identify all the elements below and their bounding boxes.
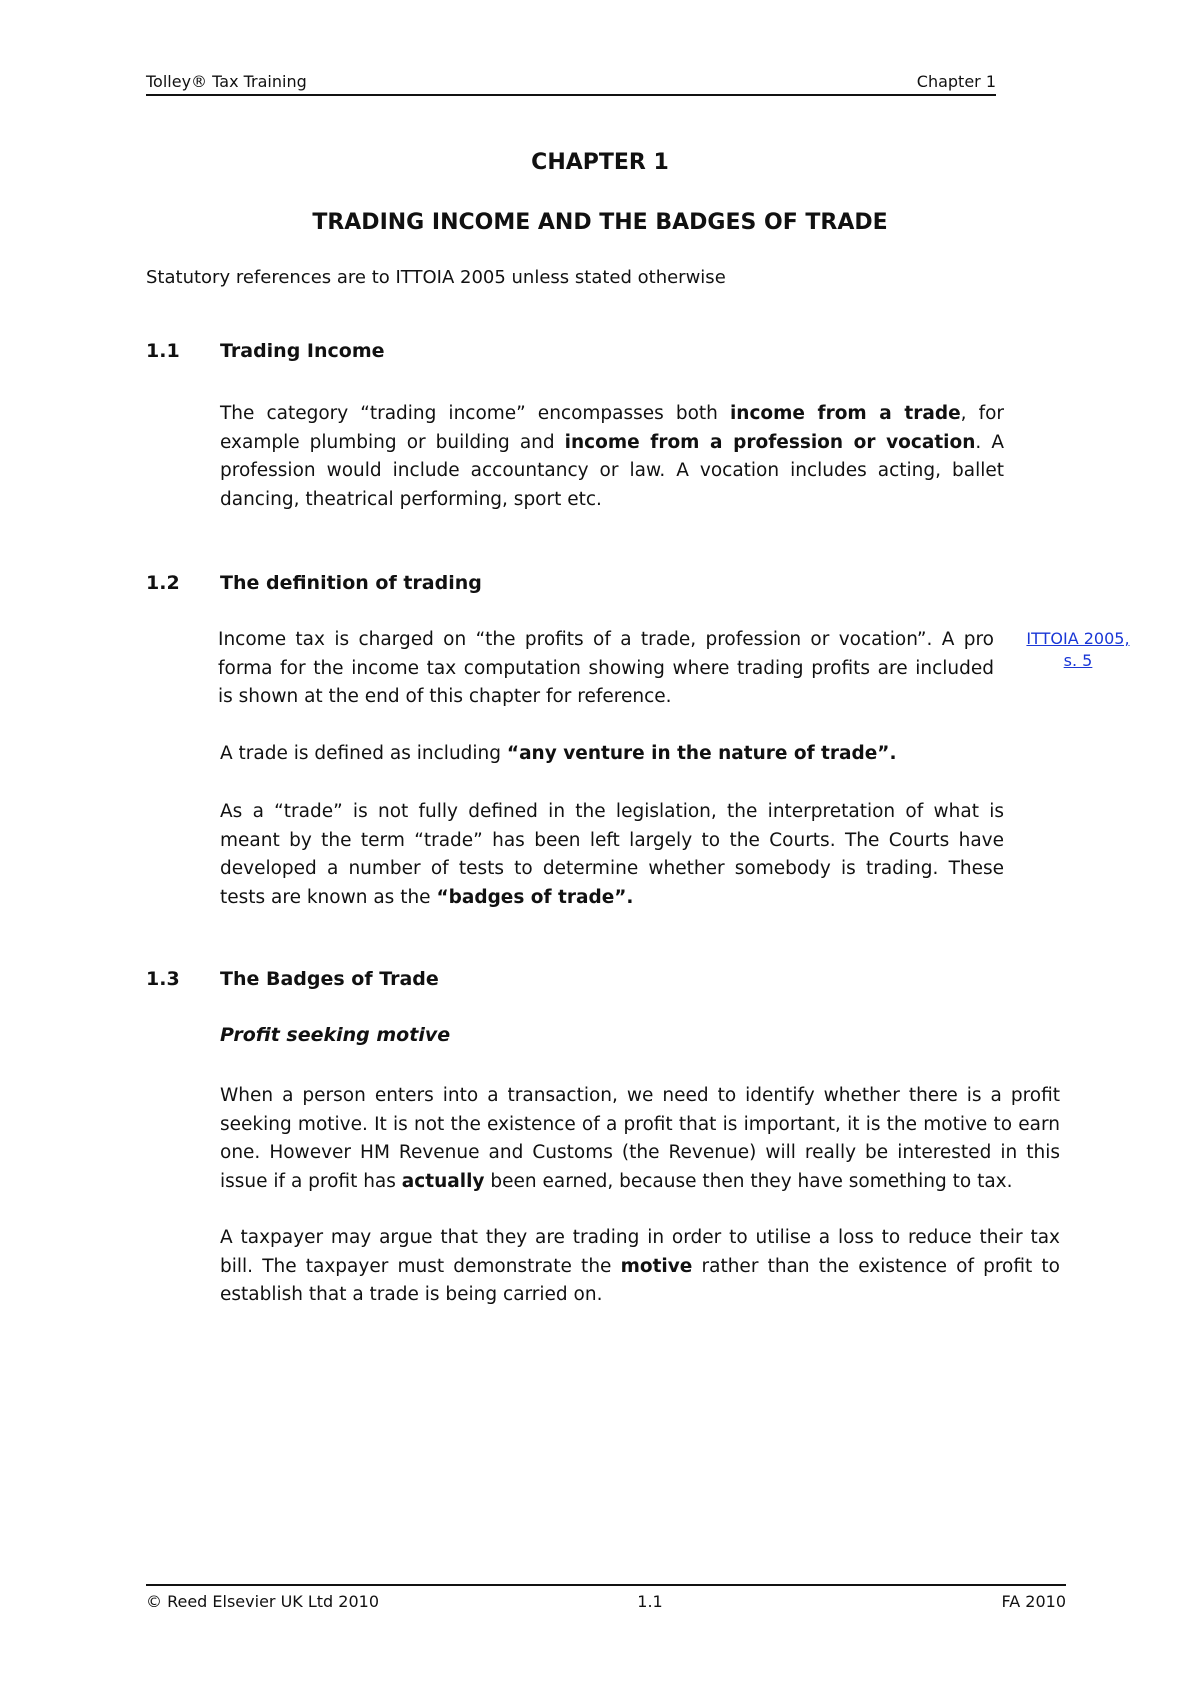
- section-1-1-number: 1.1: [146, 340, 180, 362]
- text-run: As a “trade” is not fully defined in the legislation, the interpretation of what is meant by the term “trade” has been left largely to the Courts. The Courts have developed a number of tests to determine whether somebody is trading. These tests are known as the: [220, 801, 1004, 908]
- section-1-1-paragraph: [220, 400, 1004, 514]
- text-run: been earned, because then they have something to tax.: [484, 1170, 1013, 1192]
- bold-run: income from a trade: [729, 403, 961, 424]
- header-rule: [146, 94, 996, 96]
- text-run: , for example plumbing or building and: [220, 403, 1005, 453]
- footer-edition: FA 2010: [1001, 1592, 1066, 1611]
- section-1-1-title: Trading Income: [220, 340, 385, 362]
- text-run: The category “trading income” encompasses both: [220, 403, 730, 424]
- chapter-label: CHAPTER 1: [531, 150, 669, 175]
- text-run: When a person enters into a transaction, we need to identify whether there is a profit seeking motive. It is not the existence of a profit that is important, it is the motive to earn one. However HM Revenue and Customs (the Revenue) will really be interested in this issue if a profit has: [220, 1085, 1060, 1192]
- reference-line-2: s. 5: [1063, 651, 1093, 670]
- text-run: . A profession would include accountancy or law. A vocation includes acting, ballet dancing, theatrical performing, sport etc.: [220, 431, 1004, 510]
- text-run: A taxpayer may argue that they are trading in order to utilise a loss to reduce their tax bill. The taxpayer must demonstrate the: [220, 1227, 1060, 1277]
- header-left: Tolley® Tax Training: [146, 72, 307, 91]
- bold-run: income from a profession or vocation: [564, 431, 976, 453]
- section-1-2-paragraph-2: [220, 740, 1004, 769]
- bold-run: motive: [620, 1255, 693, 1277]
- footer-rule: [146, 1584, 1066, 1586]
- reference-line-1: ITTOIA 2005,: [1026, 629, 1130, 648]
- section-1-2-title: The definition of trading: [220, 572, 482, 594]
- bold-run: “any venture in the nature of trade”.: [506, 743, 897, 764]
- legislation-reference-link[interactable]: [1018, 628, 1138, 672]
- footer-page-number: 1.1: [637, 1592, 663, 1611]
- statutory-note: Statutory references are to ITTOIA 2005 unless stated otherwise: [146, 267, 726, 288]
- subheading-profit-seeking-motive: Profit seeking motive: [220, 1024, 451, 1046]
- bold-run: actually: [401, 1170, 485, 1192]
- footer-copyright: © Reed Elsevier UK Ltd 2010: [146, 1592, 380, 1611]
- section-1-3-paragraph-2: [220, 1224, 1060, 1310]
- header-right: Chapter 1: [916, 72, 996, 91]
- section-1-2-paragraph-1: Income tax is charged on “the profits of a trade, profession or vocation”. A pro forma for the income tax computation showing where trading profits are included is shown at the end of this chapter for reference.: [218, 629, 994, 707]
- section-1-3-number: 1.3: [146, 968, 180, 990]
- section-1-2-paragraph-3: [220, 798, 1004, 912]
- bold-run: “badges of trade”.: [436, 886, 634, 908]
- section-1-2-number: 1.2: [146, 572, 180, 594]
- section-1-3-paragraph-1: [220, 1082, 1060, 1196]
- section-1-3-title: The Badges of Trade: [220, 968, 439, 990]
- text-run: A trade is defined as including: [220, 743, 507, 764]
- text-run: rather than the existence of profit to establish that a trade is being carried on.: [220, 1255, 1060, 1305]
- chapter-title: TRADING INCOME AND THE BADGES OF TRADE: [312, 210, 888, 235]
